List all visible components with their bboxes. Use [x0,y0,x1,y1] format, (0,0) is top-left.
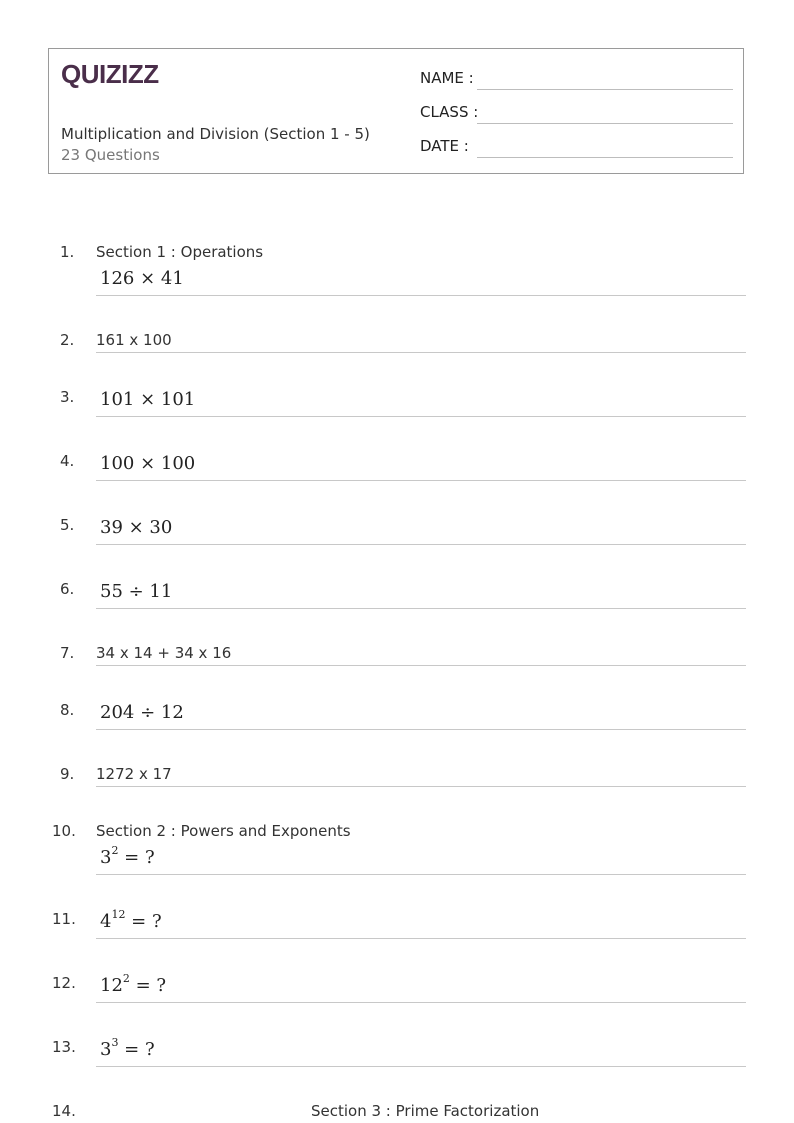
answer-line [96,1002,746,1003]
power-equals: = ? [129,975,167,996]
question-text: 161 x 100 [96,331,172,349]
section-label: Section 3 : Prime Factorization [311,1102,540,1120]
name-label: NAME : [420,69,474,87]
section-label: Section 2 : Powers and Exponents [96,822,351,840]
name-line [477,89,733,90]
question-number: 3. [60,388,75,406]
worksheet-header [48,48,744,174]
question-math: 39 × 30 [100,517,173,538]
power-equals: = ? [118,1039,155,1060]
date-line [477,157,733,158]
question-math: 100 × 100 [100,453,196,474]
question-number: 2. [60,331,75,349]
question-number: 1. [60,243,75,261]
answer-line [96,544,746,545]
question-math [100,972,167,996]
date-label: DATE : [420,137,469,155]
power-base: 3 [100,1039,112,1060]
answer-line [96,480,746,481]
question-number: 6. [60,580,75,598]
question-number: 8. [60,701,75,719]
answer-line [96,729,746,730]
answer-line [96,352,746,353]
answer-line [96,786,746,787]
question-text: 1272 x 17 [96,765,172,783]
power-equals: = ? [118,847,155,868]
worksheet-title: Multiplication and Division (Section 1 - 5) [61,125,370,143]
question-count: 23 Questions [61,146,160,164]
answer-line [96,938,746,939]
power-exponent: 2 [122,972,130,985]
answer-line [96,295,746,296]
question-number: 12. [52,974,76,992]
answer-line [96,665,746,666]
power-base: 3 [100,847,112,868]
quizizz-logo: QUIZIZZ [61,59,159,89]
question-math: 101 × 101 [100,389,196,410]
power-exponent: 2 [111,844,119,857]
power-exponent: 12 [111,908,126,921]
question-math: 126 × 41 [100,268,184,289]
power-base: 12 [100,975,123,996]
question-number: 13. [52,1038,76,1056]
class-label: CLASS : [420,103,479,121]
question-math: 204 ÷ 12 [100,702,184,723]
question-text: 34 x 14 + 34 x 16 [96,644,232,662]
question-number: 5. [60,516,75,534]
class-line [477,123,733,124]
power-base: 4 [100,911,112,932]
power-equals: = ? [125,911,162,932]
question-number: 7. [60,644,75,662]
question-math [100,1036,155,1060]
answer-line [96,416,746,417]
answer-line [96,608,746,609]
power-exponent: 3 [111,1036,119,1049]
question-math [100,908,162,932]
section-label: Section 1 : Operations [96,243,264,261]
question-math [100,844,155,868]
answer-line [96,874,746,875]
question-math: 55 ÷ 11 [100,581,173,602]
question-number: 9. [60,765,75,783]
question-number: 10. [52,822,76,840]
answer-line [96,1066,746,1067]
question-number: 4. [60,452,75,470]
question-number: 11. [52,910,76,928]
question-number: 14. [52,1102,76,1120]
